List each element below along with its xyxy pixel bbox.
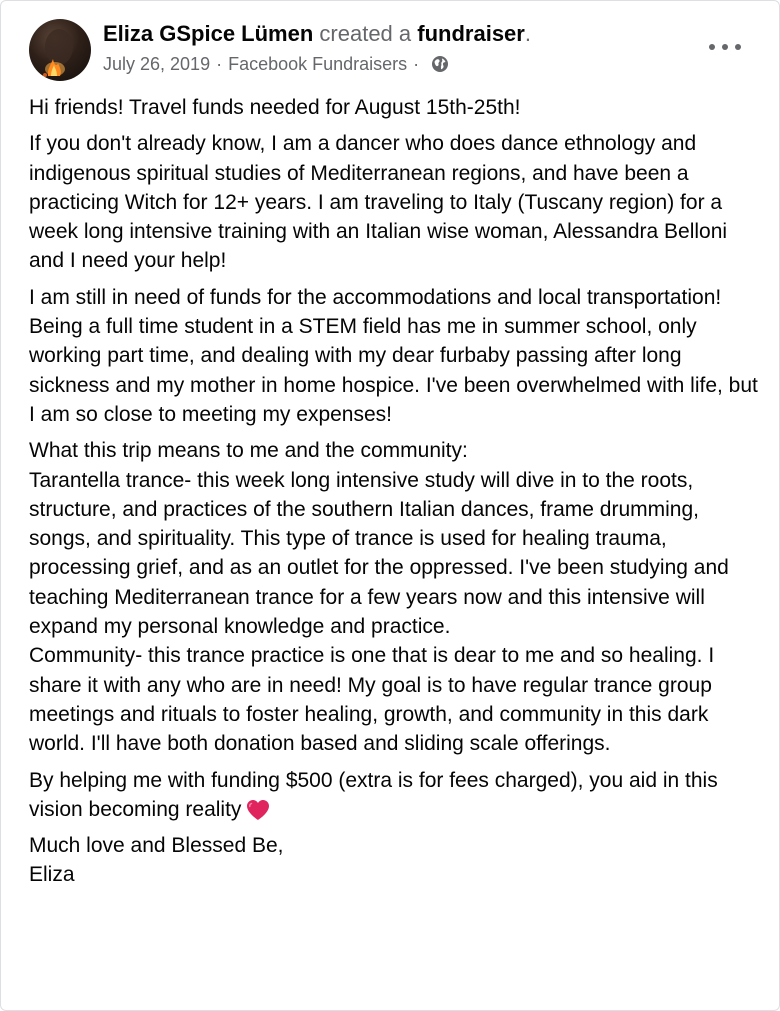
- more-dot: [709, 44, 715, 50]
- title-period: .: [524, 21, 531, 46]
- more-options-icon[interactable]: [709, 37, 741, 57]
- body-paragraph-with-heart: [29, 766, 759, 825]
- source-link[interactable]: Facebook Fundraisers: [228, 54, 408, 74]
- globe-icon[interactable]: [431, 55, 449, 73]
- body-paragraph: What this trip means to me and the community: Tarantella trance- this week long intensive study will dive in to the roots, structure, and practices of the southern Italian dances, frame drumming, songs, and spirituality. This type of trance is used for healing trauma, processing grief, and as an outlet for the oppressed. I've been studying and teaching Mediterranean trance for a few years now and this intensive will expand my personal knowledge and practice. Community- this trance practice is one that is dear to me and so healing. I share it with any who are in need! My goal is to have regular trance group meetings and rituals to foster healing, growth, and community in this dark world. I'll have both donation based and sliding scale offerings.: [29, 439, 729, 756]
- more-dot: [735, 44, 741, 50]
- body-paragraph-text: By helping me with funding $500 (extra is for fees charged), you aid in this vision becoming reality: [29, 768, 718, 821]
- red-heart-icon: [245, 798, 271, 822]
- post-body: [29, 93, 759, 897]
- post-meta: [103, 53, 449, 75]
- meta-separator-2: ·: [413, 54, 420, 74]
- author-name-link[interactable]: Eliza GSpice Lümen: [103, 21, 314, 46]
- fundraiser-link[interactable]: fundraiser: [417, 21, 525, 46]
- body-paragraph: Much love and Blessed Be, Eliza: [29, 834, 284, 887]
- profile-avatar[interactable]: [29, 19, 91, 81]
- post-date-link[interactable]: July 26, 2019: [103, 54, 211, 74]
- body-paragraph: If you don't already know, I am a dancer who does dance ethnology and indigenous spiritual studies of Mediterranean regions, and have been a practicing Witch for 12+ years. I am traveling to Italy (Tuscany region) for a week long intensive training with an Italian wise woman, Alessandra Belloni and I need your help!: [29, 132, 728, 273]
- body-paragraph: I am still in need of funds for the accommodations and local transportation! Being a full time student in a STEM field has me in summer school, only working part time, and dealing with my dear furbaby passing after long sickness and my mother in home hospice. I've been overwhelmed with life, but I am so close to meeting my expenses!: [29, 285, 758, 426]
- post-header: [1, 1, 779, 91]
- action-text: created a: [319, 21, 412, 46]
- post-title-line: [103, 21, 531, 47]
- more-dot: [722, 44, 728, 50]
- body-paragraph: Hi friends! Travel funds needed for August 15th-25th!: [29, 96, 521, 119]
- meta-separator: ·: [216, 54, 223, 74]
